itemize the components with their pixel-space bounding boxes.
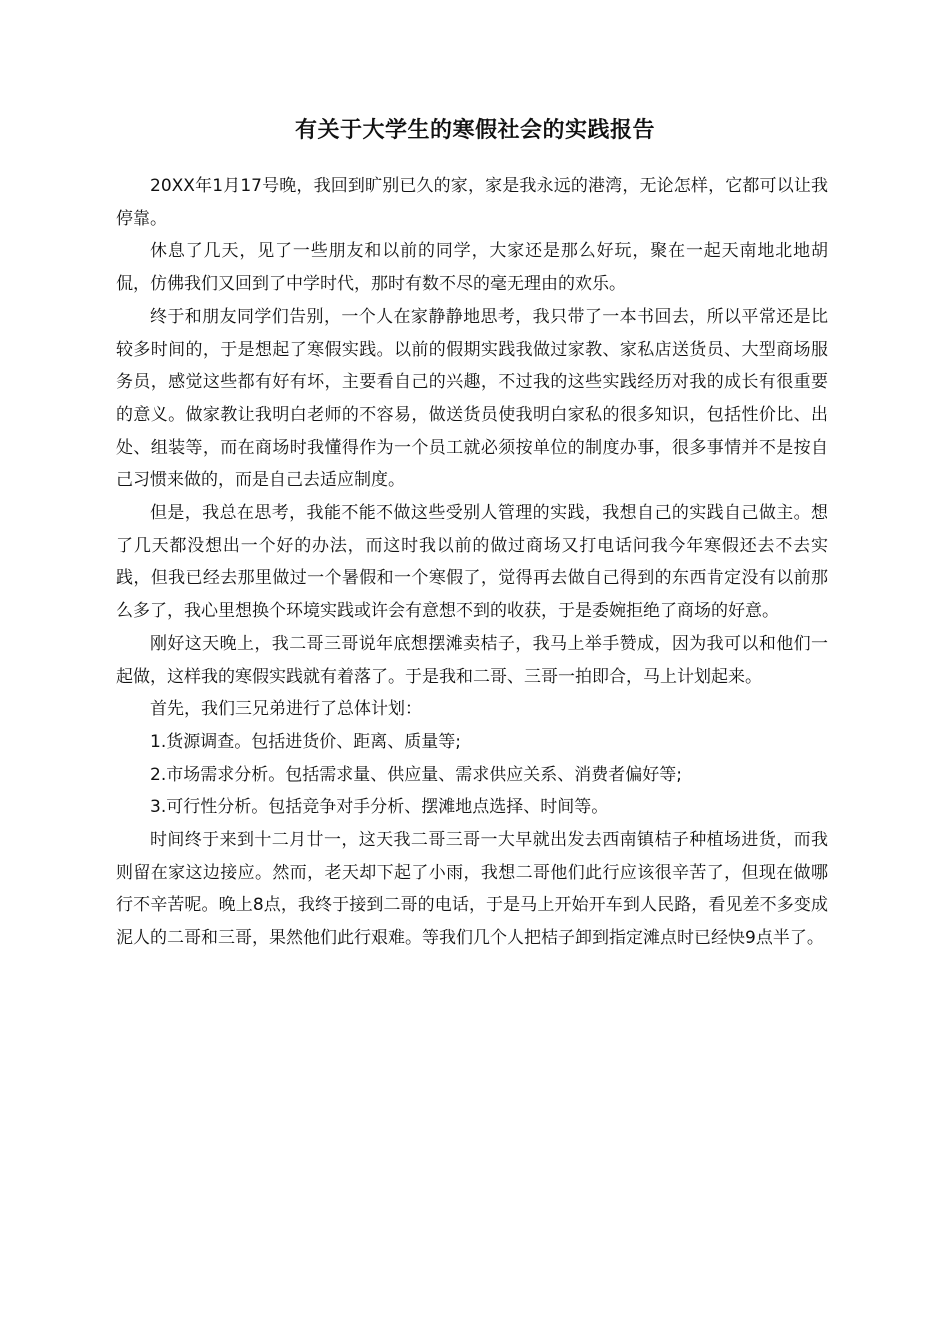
list-item-2: 2.市场需求分析。包括需求量、供应量、需求供应关系、消费者偏好等; xyxy=(150,764,682,785)
paragraph-4: 但是，我总在思考，我能不能不做这些受别人管理的实践，我想自己的实践自己做主。想了几天都没想出一个好的办法，而这时我以前的做过商场又打电话问我今年寒假还去不去实践，但我已经去那里做过一个暑假和一个寒假了，觉得再去做自己得到的东西肯定没有以前那么多了，我心里想换个环境实践或许会有意想不到的收获，于是委婉拒绝了商场的好意。 xyxy=(116,503,828,622)
list-item-1: 1.货源调查。包括进货价、距离、质量等; xyxy=(150,731,461,752)
paragraph-7: 时间终于来到十二月廿一，这天我二哥三哥一大早就出发去西南镇桔子种植场进货，而我则留在家这边接应。然而，老天却下起了小雨，我想二哥他们此行应该很辛苦了，但现在做哪行不辛苦呢。晚上8点，我终于接到二哥的电话，于是马上开始开车到人民路，看见差不多变成泥人的二哥和三哥，果然他们此行艰难。等我们几个人把桔子卸到指定滩点时已经快9点半了。 xyxy=(116,830,828,949)
list-item-3: 3.可行性分析。包括竞争对手分析、摆滩地点选择、时间等。 xyxy=(150,797,609,818)
paragraph-6: 首先，我们三兄弟进行了总体计划： xyxy=(150,699,422,720)
paragraph-3: 终于和朋友同学们告别，一个人在家静静地思考，我只带了一本书回去，所以平常还是比较多时间的，于是想起了寒假实践。以前的假期实践我做过家教、家私店送货员、大型商场服务员，感觉这些都有好有坏，主要看自己的兴趣，不过我的这些实践经历对我的成长有很重要的意义。做家教让我明白老师的不容易，做送货员使我明白家私的很多知识，包括性价比、出处、组装等，而在商场时我懂得作为一个员工就必须按单位的制度办事，很多事情并不是按自己习惯来做的，而是自己去适应制度。 xyxy=(116,306,828,491)
paragraph-5: 刚好这天晚上，我二哥三哥说年底想摆滩卖桔子，我马上举手赞成，因为我可以和他们一起做，这样我的寒假实践就有着落了。于是我和二哥、三哥一拍即合，马上计划起来。 xyxy=(116,633,828,687)
document-title: 有关于大学生的寒假社会的实践报告 xyxy=(294,118,655,143)
document-body xyxy=(116,170,828,955)
paragraph-1: 20XX年1月17号晚，我回到旷别已久的家，家是我永远的港湾，无论怎样，它都可以让我停靠。 xyxy=(116,176,828,229)
paragraph-2: 休息了几天，见了一些朋友和以前的同学，大家还是那么好玩，聚在一起天南地北地胡侃，仿佛我们又回到了中学时代，那时有数不尽的毫无理由的欢乐。 xyxy=(116,241,828,295)
